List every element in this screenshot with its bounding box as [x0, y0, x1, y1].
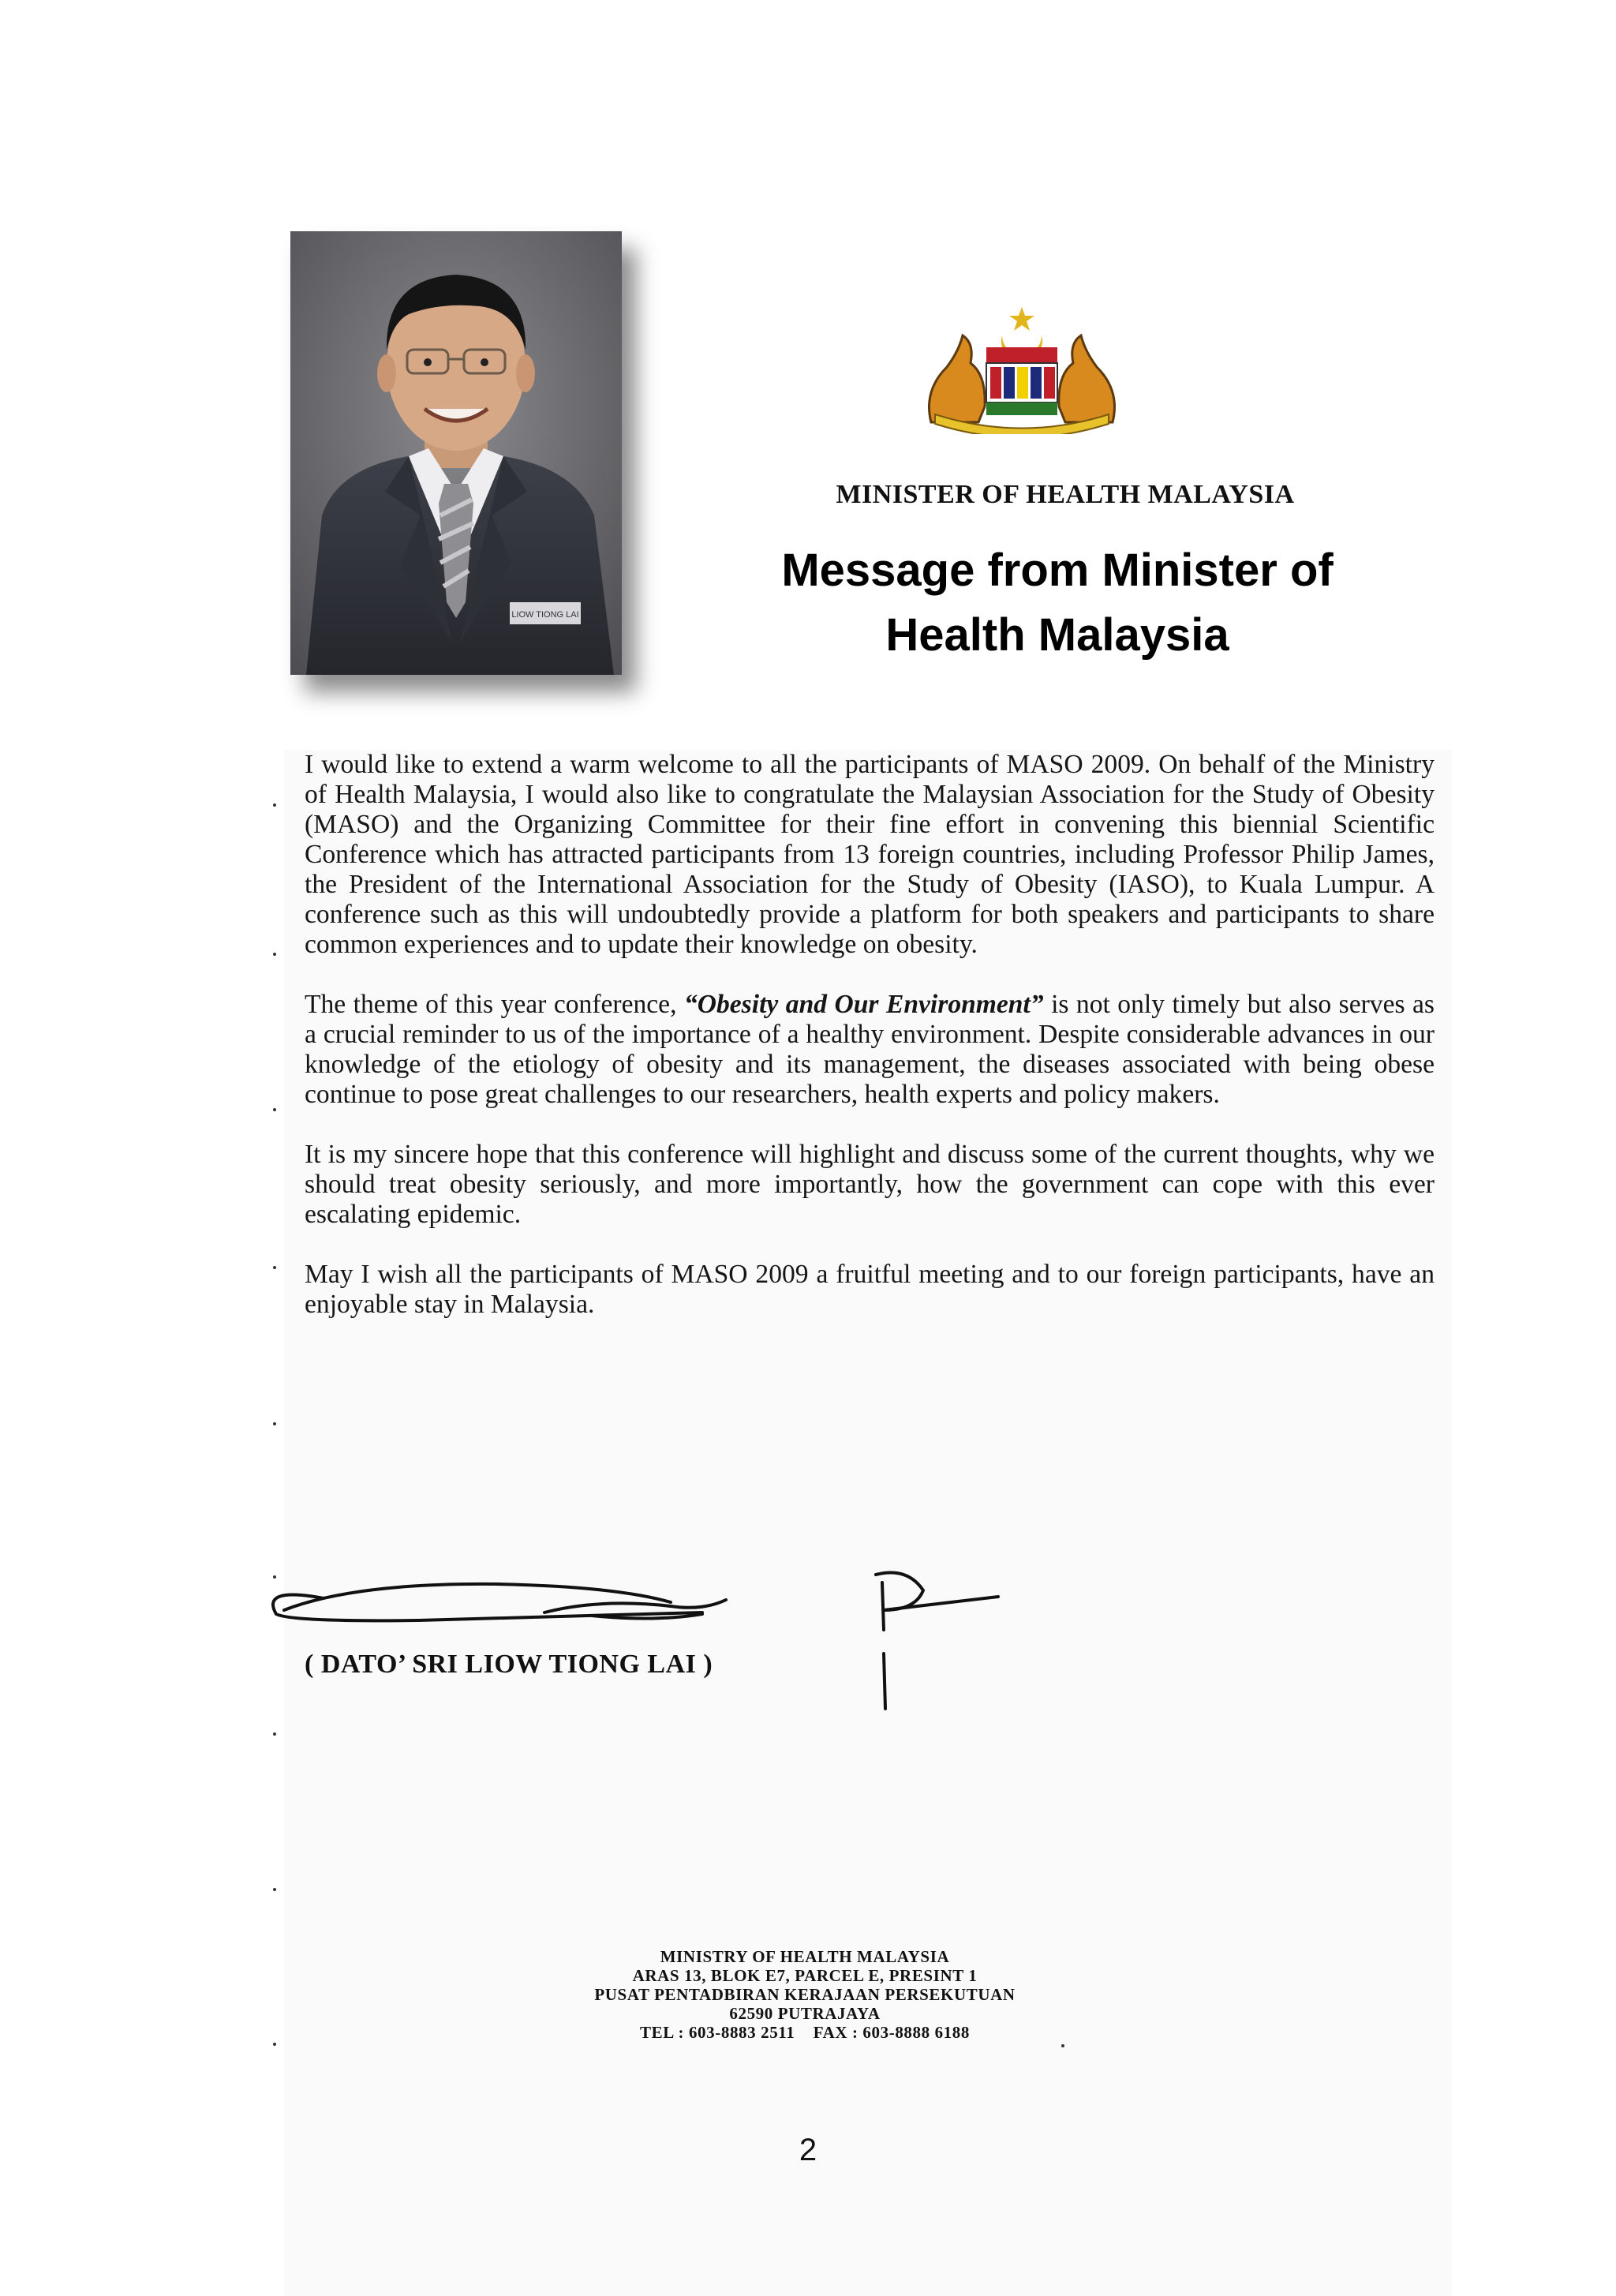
paragraph-closing: May I wish all the participants of MASO 2009 a fruitful meeting and to our foreign participants, have an enjoyable stay in Malaysia.: [305, 1260, 1435, 1319]
title-line-2: Health Malaysia: [885, 609, 1229, 661]
scan-speck: [273, 1108, 276, 1111]
paragraph-welcome: I would like to extend a warm welcome to all the participants of MASO 2009. On behalf of the Ministry of Health Malaysia, I would also like to congratulate the Malaysian Association for the Study of Obesity (MASO) and the Organizing Committee for their fine effort in convening this biennial Scientific Conference which has attracted participants from 13 foreign countries, including Professor Philip James, the President of the International Association for the Study of Obesity (IASO), to Kuala Lumpur. A conference such as this will undoubtedly provide a platform for both speakers and participants to share common experiences and to update their knowledge on obesity.: [305, 750, 1435, 959]
address-line: MINISTRY OF HEALTH MALAYSIA: [660, 1947, 950, 1966]
address-line: ARAS 13, BLOK E7, PARCEL E, PRESINT 1: [632, 1966, 978, 1985]
scan-speck: [273, 953, 276, 956]
address-line: 62590 PUTRAJAYA: [729, 2004, 881, 2023]
ministry-address: [489, 1947, 1120, 2042]
name-badge-text: LIOW TIONG LAI: [511, 610, 579, 620]
paragraph-theme: [305, 990, 1435, 1110]
letterhead-office: MINISTER OF HEALTH MALAYSIA: [836, 480, 1295, 509]
scan-speck: [273, 2043, 276, 2046]
scan-speck: [273, 1575, 276, 1579]
page-number: 2: [799, 2133, 817, 2167]
coat-of-arms-emblem: [915, 304, 1128, 434]
scan-speck: [273, 1266, 276, 1269]
theme-intro-text: The theme of this year conference,: [305, 990, 684, 1019]
minister-portrait-photo: [290, 231, 622, 675]
scan-speck: [273, 803, 276, 807]
message-body: [305, 750, 1435, 1350]
theme-remainder-text: is not only timely but also serves as a crucial reminder to us of the importance of a healthy environment. Despite considerable advances in our knowledge of the etiology of obesity and its management, the diseases associated with being obese continue to pose great challenges to our researchers, health experts and policy makers.: [305, 990, 1435, 1109]
conference-theme: “Obesity and Our Environment”: [683, 990, 1044, 1019]
scan-speck: [1061, 2044, 1064, 2047]
paragraph-hope: It is my sincere hope that this conference will highlight and discuss some of the current thoughts, why we should treat obesity seriously, and more importantly, how the government can cope with this ever escalating epidemic.: [305, 1140, 1435, 1229]
signatory-name: ( DATO’ SRI LIOW TIONG LAI ): [305, 1650, 713, 1679]
address-line: PUSAT PENTADBIRAN KERAJAAN PERSEKUTUAN: [594, 1985, 1016, 2004]
title-line-1: Message from Minister of: [781, 545, 1334, 596]
scan-speck: [273, 1732, 276, 1736]
page-title: [710, 538, 1405, 668]
address-line: TEL : 603-8883 2511 FAX : 603-8888 6188: [640, 2023, 970, 2042]
scan-speck: [273, 1422, 276, 1425]
scan-speck: [273, 1888, 276, 1891]
handwritten-signature: [260, 1567, 1010, 1725]
